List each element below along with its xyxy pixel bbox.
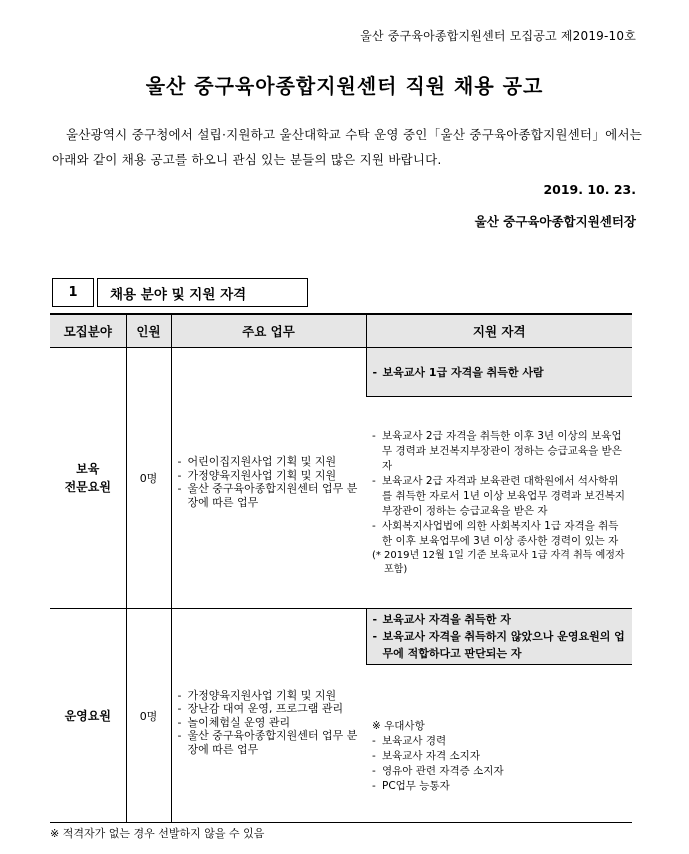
footnote: ※ 적격자가 없는 경우 선발하지 않을 수 있음 (50, 827, 265, 840)
duty-item: - 가정양육지원사업 기획 및 지원 (178, 689, 360, 703)
qualification-item: - 보육교사 1급 자격을 취득한 사람 (373, 364, 627, 381)
count-cell: 0명 (126, 348, 171, 609)
preference-item: - 보육교사 자격 소지자 (372, 749, 626, 764)
issuer: 울산 중구육아종합지원센터장 (474, 214, 636, 229)
preferences-title: ※ 우대사항 (372, 720, 425, 732)
category-label: 운영요원 (64, 708, 111, 723)
note-text: 2019년 12월 1일 기준 보육교사 1급 자격 취득 예정자 포함) (384, 549, 625, 575)
section-number: 1 (52, 278, 94, 307)
col-header-duties: 주요 업무 (171, 314, 366, 348)
col-header-category: 모집분야 (50, 314, 126, 348)
qualification-item: - 사회복지사업법에 의한 사회복지사 1급 자격을 취득한 이후 보육업무에 3년 이상 종사한 경력이 있는 자 (372, 519, 626, 549)
col-header-qualifications: 지원 자격 (366, 314, 632, 348)
duty-item: - 놀이체험실 운영 관리 (178, 716, 360, 730)
category-label: 보육 (76, 462, 100, 476)
preference-item: - 영유아 관련 자격증 소지자 (372, 764, 626, 779)
qualification-item: - 보육교사 자격을 취득하지 않았으나 운영요원의 업무에 적합하다고 판단되는 자 (373, 628, 627, 662)
duty-item: - 울산 중구육아종합지원센터 업무 분장에 따른 업무 (178, 729, 360, 756)
preference-item: - 보육교사 경력 (372, 734, 626, 749)
duty-item: - 가정양육지원사업 기획 및 지원 (178, 469, 360, 483)
duties-cell (171, 609, 366, 823)
duty-item: - 장난감 대여 운영, 프로그램 관리 (178, 702, 360, 716)
duty-item: - 울산 중구육아종합지원센터 업무 분장에 따른 업무 (178, 482, 360, 509)
category-label: 전문요원 (64, 480, 111, 494)
qualification-preferences (366, 665, 632, 823)
qualification-item: - 보육교사 자격을 취득한 자 (373, 611, 627, 628)
table-row (50, 348, 632, 397)
col-header-count: 인원 (126, 314, 171, 348)
qualification-primary (366, 348, 632, 397)
qualification-item: - 보육교사 2급 자격을 취득한 이후 3년 이상의 보육업무 경력과 보건복지부장관이 정하는 승급교육을 받은 자 (372, 429, 626, 474)
notice-date: 2019. 10. 23. (543, 182, 636, 197)
qualification-note (366, 549, 632, 577)
category-cell (50, 609, 126, 823)
qualification-item: - 보육교사 2급 자격과 보육관련 대학원에서 석사학위를 취득한 자로서 1년 이상 보육업무 경력과 보건복지부장관이 정하는 승급교육을 받은 자 (372, 474, 626, 519)
category-cell (50, 348, 126, 609)
qualification-secondary (366, 397, 632, 609)
note-mark: (* (372, 549, 381, 561)
qualification-primary (366, 609, 632, 665)
table-header-row (50, 314, 632, 348)
count-cell: 0명 (126, 609, 171, 823)
duty-item: - 어린이집지원사업 기획 및 지원 (178, 455, 360, 469)
notice-reference: 울산 중구육아종합지원센터 모집공고 제2019-10호 (360, 29, 636, 43)
section-title: 채용 분야 및 지원 자격 (97, 278, 308, 307)
duties-cell (171, 348, 366, 609)
table-row (50, 609, 632, 665)
preference-item: - PC업무 능통자 (372, 779, 626, 794)
page-title: 울산 중구육아종합지원센터 직원 채용 공고 (145, 74, 544, 98)
intro-paragraph: 울산광역시 중구청에서 설립·지원하고 울산대학교 수탁 운영 중인「울산 중구육아종합지원센터」에서는 아래와 같이 채용 공고를 하오니 관심 있는 분들의 많은 지원 바랍니다. (52, 127, 642, 167)
recruitment-table (50, 313, 632, 823)
